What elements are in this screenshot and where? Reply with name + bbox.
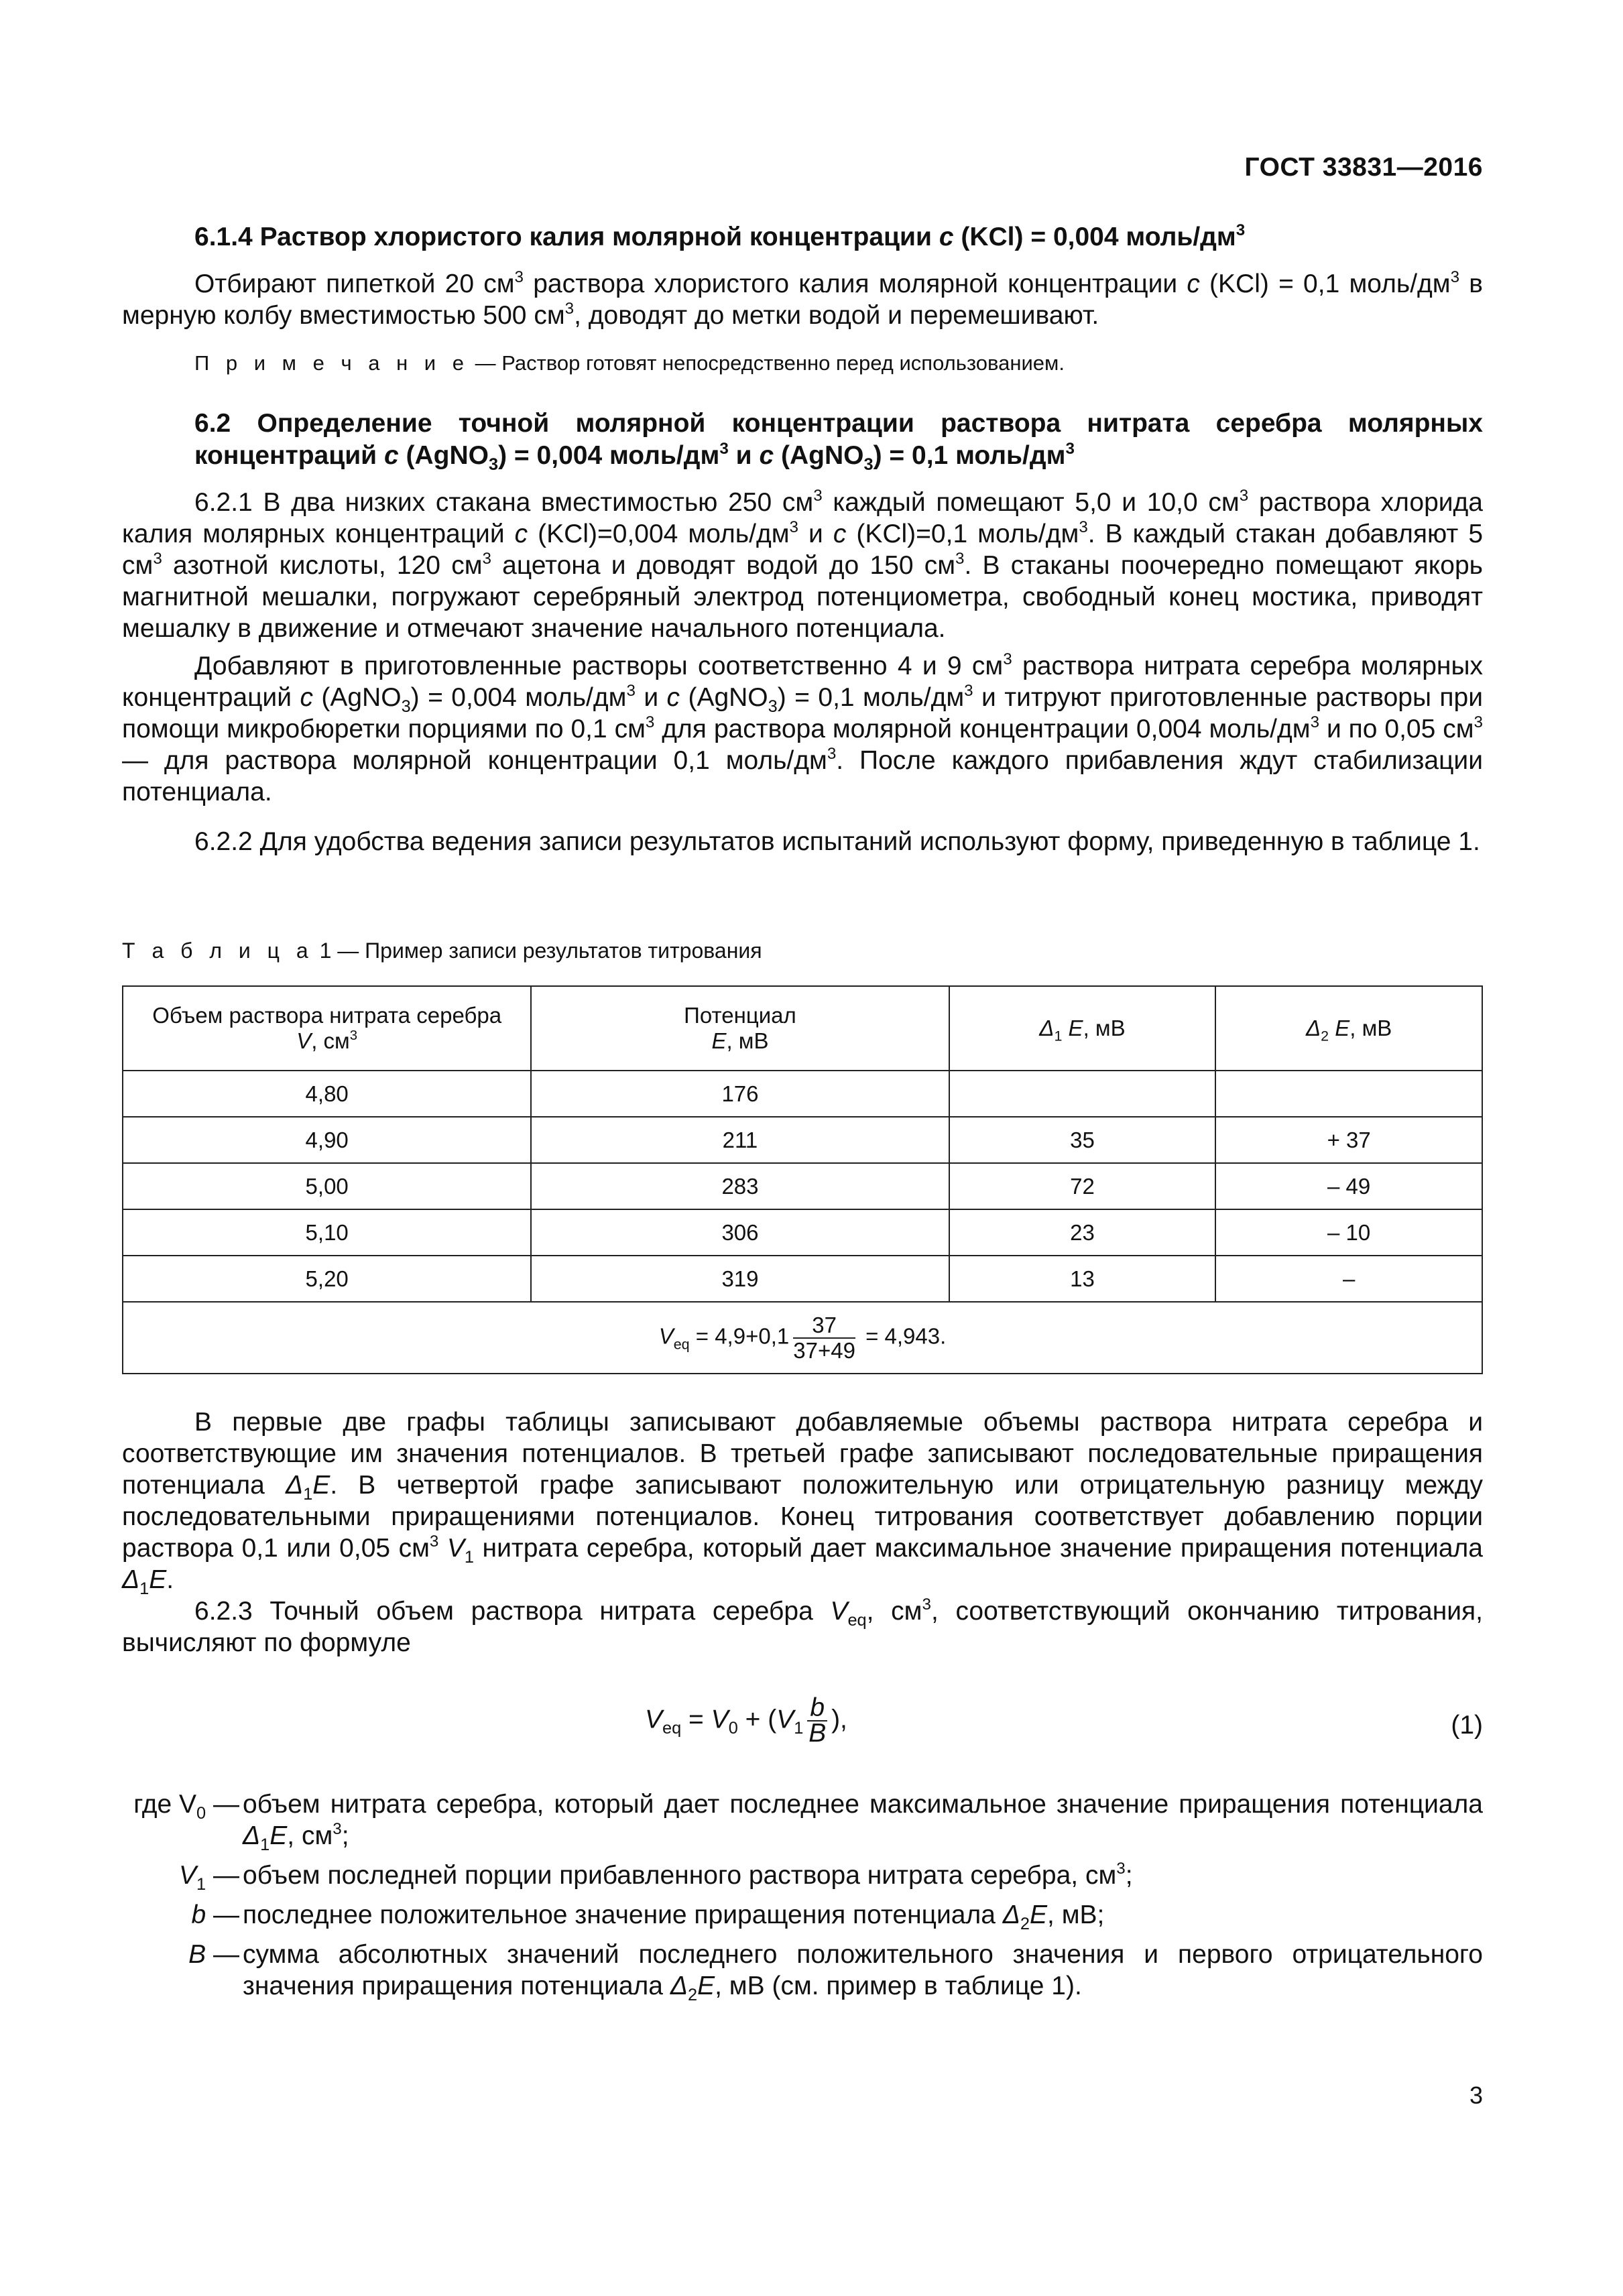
paragraph-6-2-1: 6.2.1 В два низких стакана вместимостью 250 $см^3$ каждый помещают 5,0 и 10,0 $см^3$ раствора хлорида калия молярных концентраций c (KCl)=0,004 моль/$дм^3$ и c (KCl)=0,1 моль/$дм^3$. В каждый стакан добавляют 5 $см^3$ азотной кислоты, 120 $см^3$ ацетона и доводят водой до 150 $см^3$. В стаканы поочередно помещают якорь магнитной мешалки, погружают серебряный электрод потенциометра, свободный конец мостика, приводят мешалку в движение и отмечают значение начального потенциала. <box>122 486 1484 643</box>
col-header-delta2: $\Delta_2$ E, мВ <box>1215 986 1482 1071</box>
table-cell: – <box>1215 1256 1482 1302</box>
equation-fraction: $\frac{b}{B}$ <box>808 1693 827 1748</box>
col-header-delta1: $\Delta_1$ E, мВ <box>949 986 1216 1071</box>
table-cell: – 49 <box>1215 1163 1482 1209</box>
table-cell: 13 <box>949 1256 1216 1302</box>
table-formula-row <box>123 1302 1482 1374</box>
definition-symbol: B — <box>188 1940 239 1969</box>
heading-6-2: 6.2 Определение точной молярной концентрации раствора нитрата серебра молярных концентраций c (AgNO$_3$) = 0,004 моль/$дм^3$ и c (AgNO$_3$) = 0,1 моль/$дм^3$ <box>194 409 1483 474</box>
table-row <box>123 1071 1482 1117</box>
note: П р и м е ч а н и е — Раствор готовят непосредственно перед использованием. <box>194 351 1065 375</box>
paragraph-6-2-3: 6.2.3 Точный объем раствора нитрата серебра $V_{eq}$, $см^3$, соответствующий окончанию титрования, вычисляют по формуле <box>122 1595 1483 1657</box>
col-header-volume: Объем раствора нитрата серебра V, $см^3$ <box>123 986 531 1071</box>
table-header-row <box>123 986 1482 1071</box>
table-cell: – 10 <box>1215 1209 1482 1256</box>
titration-table <box>122 985 1483 1374</box>
definition-B: B — сумма абсолютных значений последнего положительного значения и первого отрицательного значения приращения потенциала $\Delta_2E$, мВ (см. пример в таблице 1). <box>122 1939 1483 2002</box>
definition-symbol: где $V_0$ — <box>133 1790 239 1823</box>
paragraph-6-1-4: Отбирают пипеткой 20 $см^3$ раствора хлористого калия молярной концентрации c (KCl) = 0,1 моль/$дм^3$ в мерную колбу вместимостью 500 $см^3$, доводят до метки водой и перемешивают. <box>122 267 1483 330</box>
table-cell <box>949 1071 1216 1117</box>
table-cell: 306 <box>531 1209 949 1256</box>
table-cell: 211 <box>531 1117 949 1163</box>
table-cell: 283 <box>531 1163 949 1209</box>
equation-1 <box>122 1693 1483 1763</box>
definition-symbol: b — <box>191 1900 239 1929</box>
table-cell: 5,00 <box>123 1163 531 1209</box>
col-header-potential: Потенциал E, мВ <box>531 986 949 1071</box>
table-caption: Т а б л и ц а 1 — Пример записи результатов титрования <box>122 939 762 963</box>
table-cell: + 37 <box>1215 1117 1482 1163</box>
table-row <box>123 1256 1482 1302</box>
table-cell: 176 <box>531 1071 949 1117</box>
formula-fraction: $\frac{37}{37+49}$ <box>793 1312 855 1363</box>
paragraph-titration: Добавляют в приготовленные растворы соответственно 4 и 9 $см^3$ раствора нитрата серебра молярных концентраций c (AgNO$_3$) = 0,004 моль/$дм^3$ и c (AgNO$_3$) = 0,1 моль/$дм^3$ и титруют приготовленные растворы при помощи микробюретки порциями по 0,1 $см^3$ для раствора молярной концентрации 0,004 моль/$дм^3$ и по 0,05 $см^3$ — для раствора молярной концентрации 0,1 моль/$дм^3$. После каждого прибавления ждут стабилизации потенциала. <box>122 650 1484 806</box>
page-number: 3 <box>1469 2081 1483 2109</box>
paragraph-table-description: В первые две графы таблицы записывают добавляемые объемы раствора нитрата серебра и соответствующие им значения потенциалов. В третьей графе записывают последовательные приращения потенциала $\Delta_1E$. В четвертой графе записывают положительную или отрицательную разницу между последовательными приращениями потенциалов. Конец титрования соответствует добавлению порции раствора 0,1 или 0,05 $см^3$ $V_1$ нитрата серебра, который дает максимальное значение приращения потенциала $\Delta_1E$. <box>122 1408 1483 1598</box>
table-cell: 5,20 <box>123 1256 531 1302</box>
definition-b: b — последнее положительное значение приращения потенциала $\Delta_2E$, мВ; <box>122 1899 1483 1931</box>
standard-designation: ГОСТ 33831—2016 <box>1244 153 1483 182</box>
table-row <box>123 1163 1482 1209</box>
table-cell: 4,90 <box>123 1117 531 1163</box>
paragraph-6-2-2: 6.2.2 Для удобства ведения записи результатов испытаний используют форму, приведенную в таблице 1. <box>194 827 1480 856</box>
definition-v0: где $V_0$ — объем нитрата серебра, который дает последнее максимальное значение приращения потенциала $\Delta_1E$, $см^3$; <box>122 1789 1483 1852</box>
table-cell: 319 <box>531 1256 949 1302</box>
table-row <box>123 1209 1482 1256</box>
variable-definitions <box>122 1789 1483 2010</box>
table-row <box>123 1117 1482 1163</box>
equation-number: (1) <box>1451 1711 1483 1740</box>
table-formula: $V_{eq} = 4,9+0,1$ $\frac{37}{37+49}$ = 4,943. <box>123 1302 1482 1374</box>
table-cell <box>1215 1071 1482 1117</box>
heading-6-1-4: 6.1.4 Раствор хлористого калия молярной концентрации c (KCl) = 0,004 моль/$дм^3$ <box>194 221 1246 251</box>
definition-symbol: $V_1$ — <box>179 1861 239 1894</box>
table-cell: 72 <box>949 1163 1216 1209</box>
table-cell: 23 <box>949 1209 1216 1256</box>
table-cell: 35 <box>949 1117 1216 1163</box>
table-cell: 5,10 <box>123 1209 531 1256</box>
definition-v1: $V_1$ — объем последней порции прибавленного раствора нитрата серебра, $см^3$; <box>122 1860 1483 1891</box>
equation-body: $V_{eq} = V_0 + (V_1$ $\frac{b}{B}$ ), <box>645 1693 847 1748</box>
table-cell: 4,80 <box>123 1071 531 1117</box>
